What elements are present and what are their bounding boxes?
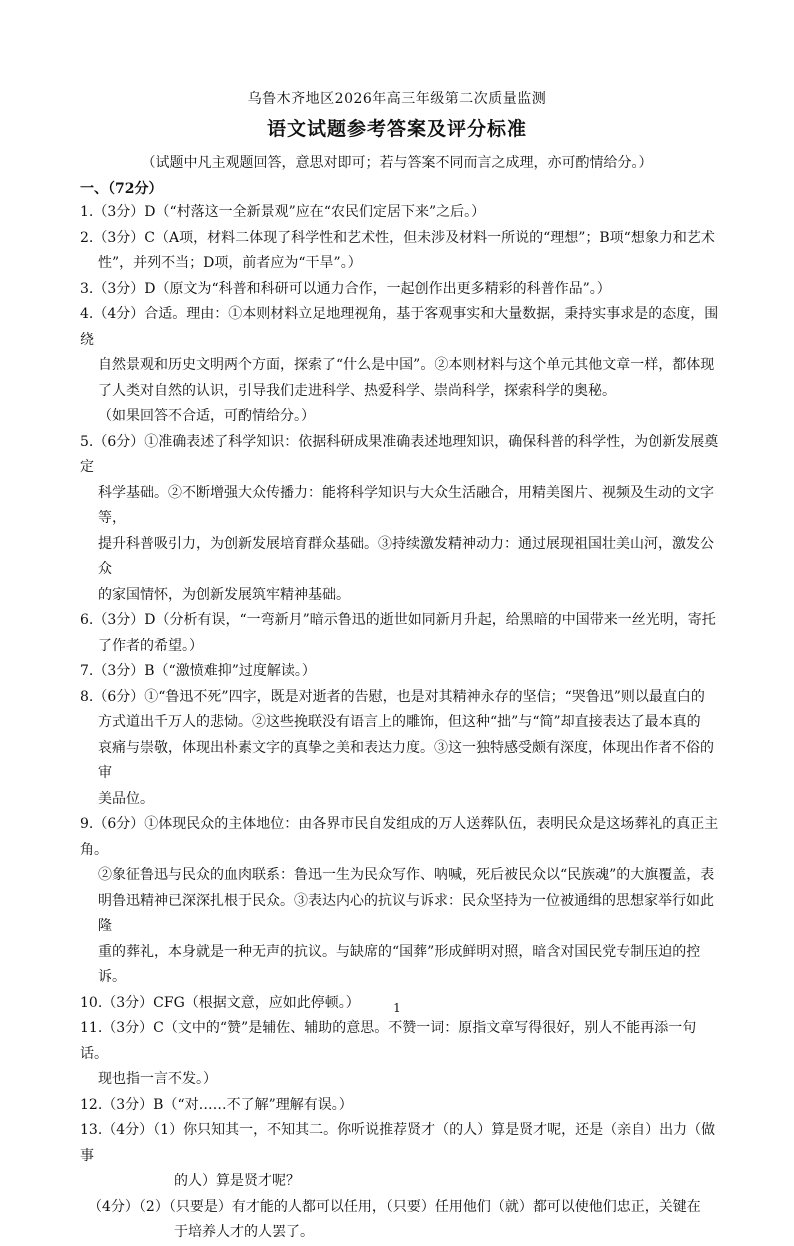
answer-line: 7.（3分）B（“激愤难抑”过度解读。） <box>80 663 316 679</box>
answer-line: 5.（6分）①准确表述了科学知识：依据科研成果准确表述地理知识，确保科普的科学性，为创新发展奠定 <box>80 433 719 475</box>
answer-list <box>80 200 724 1246</box>
answer-item-1 <box>80 200 724 226</box>
answer-item-5 <box>80 430 724 609</box>
answer-line: 了人类对自然的认识，引导我们走进科学、热爱科学、崇尚科学，探索科学的奥秘。 <box>98 382 616 399</box>
answer-line: 13.（4分）（1）你只知其一，不知其二。你听说推荐贤才（的人）算是贤才呢，还是（亲自）出力（做事 <box>80 1122 716 1164</box>
exam-title: 乌鲁木齐地区2026年高三年级第二次质量监测 <box>247 91 547 107</box>
answer-line: 现也指一言不发。） <box>98 1071 217 1087</box>
answer-item-13-2 <box>80 1195 724 1246</box>
grading-note: （试题中凡主观题回答，意思对即可；若与答案不同而言之成理，亦可酌情给分。） <box>141 155 653 171</box>
answer-line: 9.（6分）①体现民众的主体地位：由各界市民自发组成的万人送葬队伍，表明民众是这场葬礼的真正主角。 <box>80 816 719 858</box>
answer-line: 哀痛与崇敬，体现出朴素文字的真挚之美和表达力度。③这一独特感受颇有深度，体现出作者不俗的审 <box>98 739 714 781</box>
answer-line: 的人）算是贤才呢？ <box>174 1173 300 1189</box>
answer-line: 8.（6分）①“鲁迅不死”四字，既是对逝者的告慰，也是对其精神永存的坚信；“哭鲁迅”则以最直白的 <box>80 688 705 705</box>
answer-line: 2.（3分）C（A项，材料二体现了科学性和艺术性，但未涉及材料一所说的“理想”；B项“想象力和艺术 <box>80 229 715 246</box>
answer-line: 1.（3分）D（“村落这一全新景观”应在“农民们定居下来”之后。） <box>80 204 486 220</box>
answer-line: 11.（3分）C（文中的“赞”是辅佐、辅助的意思。不赞一词：原指文章写得很好，别人不能再添一句话。 <box>80 1020 697 1062</box>
answer-line: 自然景观和历史文明两个方面，探索了“什么是中国”。②本则材料与这个单元其他文章一样，都体现 <box>98 357 715 373</box>
answer-item-12 <box>80 1093 724 1119</box>
answer-item-9 <box>80 812 724 991</box>
answer-line: 方式道出千万人的悲恸。②这些挽联没有语言上的雕饰，但这种“拙”与“简”却直接表达了最本真的 <box>98 714 701 730</box>
answer-line: （4分）（2）（只要是）有才能的人都可以任用，（只要）任用他们（就）都可以使他们忠正，关键在 <box>88 1198 701 1215</box>
page-number: 1 <box>393 1001 401 1015</box>
answer-line: 6.（3分）D（分析有误，“一弯新月”暗示鲁迅的逝世如同新月升起，给黑暗的中国带来一丝光明，寄托 <box>80 612 716 628</box>
answer-line: 重的葬礼，本身就是一种无声的抗议。与缺席的“国葬”形成鲜明对照，暗含对国民党专制压迫的控诉。 <box>98 943 701 985</box>
answer-line: 科学基础。②不断增强大众传播力：能将科学知识与大众生活融合，用精美图片、视频及生动的文字等， <box>98 484 714 526</box>
answer-line: 10.（3分）CFG（根据文意，应如此停顿。） <box>80 994 360 1011</box>
answer-line: ②象征鲁迅与民众的血肉联系：鲁迅一生为民众写作、呐喊，死后被民众以“民族魂”的大旗覆盖，表 <box>98 867 715 883</box>
answer-line: 12.（3分）B（“对……不了解”理解有误。） <box>80 1096 353 1113</box>
answer-line: 明鲁迅精神已深深扎根于民众。③表达内心的抗议与诉求：民众坚持为一位被通缉的思想家举行如此隆 <box>98 892 714 934</box>
answer-item-13-1 <box>80 1118 724 1195</box>
answer-item-3 <box>80 277 724 303</box>
answer-item-2 <box>80 226 724 277</box>
answer-item-8 <box>80 685 724 813</box>
answer-item-6 <box>80 608 724 659</box>
answer-line: 3.（3分）D（原文为“科普和科研可以通力合作，一起创作出更多精彩的科普作品”。） <box>80 280 611 297</box>
document-title: 语文试题参考答案及评分标准 <box>266 118 527 140</box>
answer-line: （如果回答不合适，可酌情给分。） <box>98 408 315 424</box>
answer-line: 美品位。 <box>98 790 154 807</box>
answer-line: 4.（4分）合适。理由：①本则材料立足地理视角，基于客观事实和大量数据，秉持实事求是的态度，围绕 <box>80 306 719 348</box>
answer-line: 提升科普吸引力，为创新发展培育群众基础。③持续激发精神动力：通过展现祖国壮美山河，激发公众 <box>98 535 714 577</box>
answer-line: 的家国情怀，为创新发展筑牢精神基础。 <box>98 586 350 603</box>
answer-item-4 <box>80 302 724 430</box>
answer-line: 了作者的希望。） <box>98 637 203 654</box>
section-heading: 一、（72分） <box>80 181 163 197</box>
answer-item-11 <box>80 1016 724 1093</box>
answer-line: 于培养人才的人罢了。 <box>174 1224 314 1240</box>
answer-item-7 <box>80 659 724 685</box>
answer-line: 性”，并列不当；D项，前者应为“干旱”。） <box>98 255 362 271</box>
